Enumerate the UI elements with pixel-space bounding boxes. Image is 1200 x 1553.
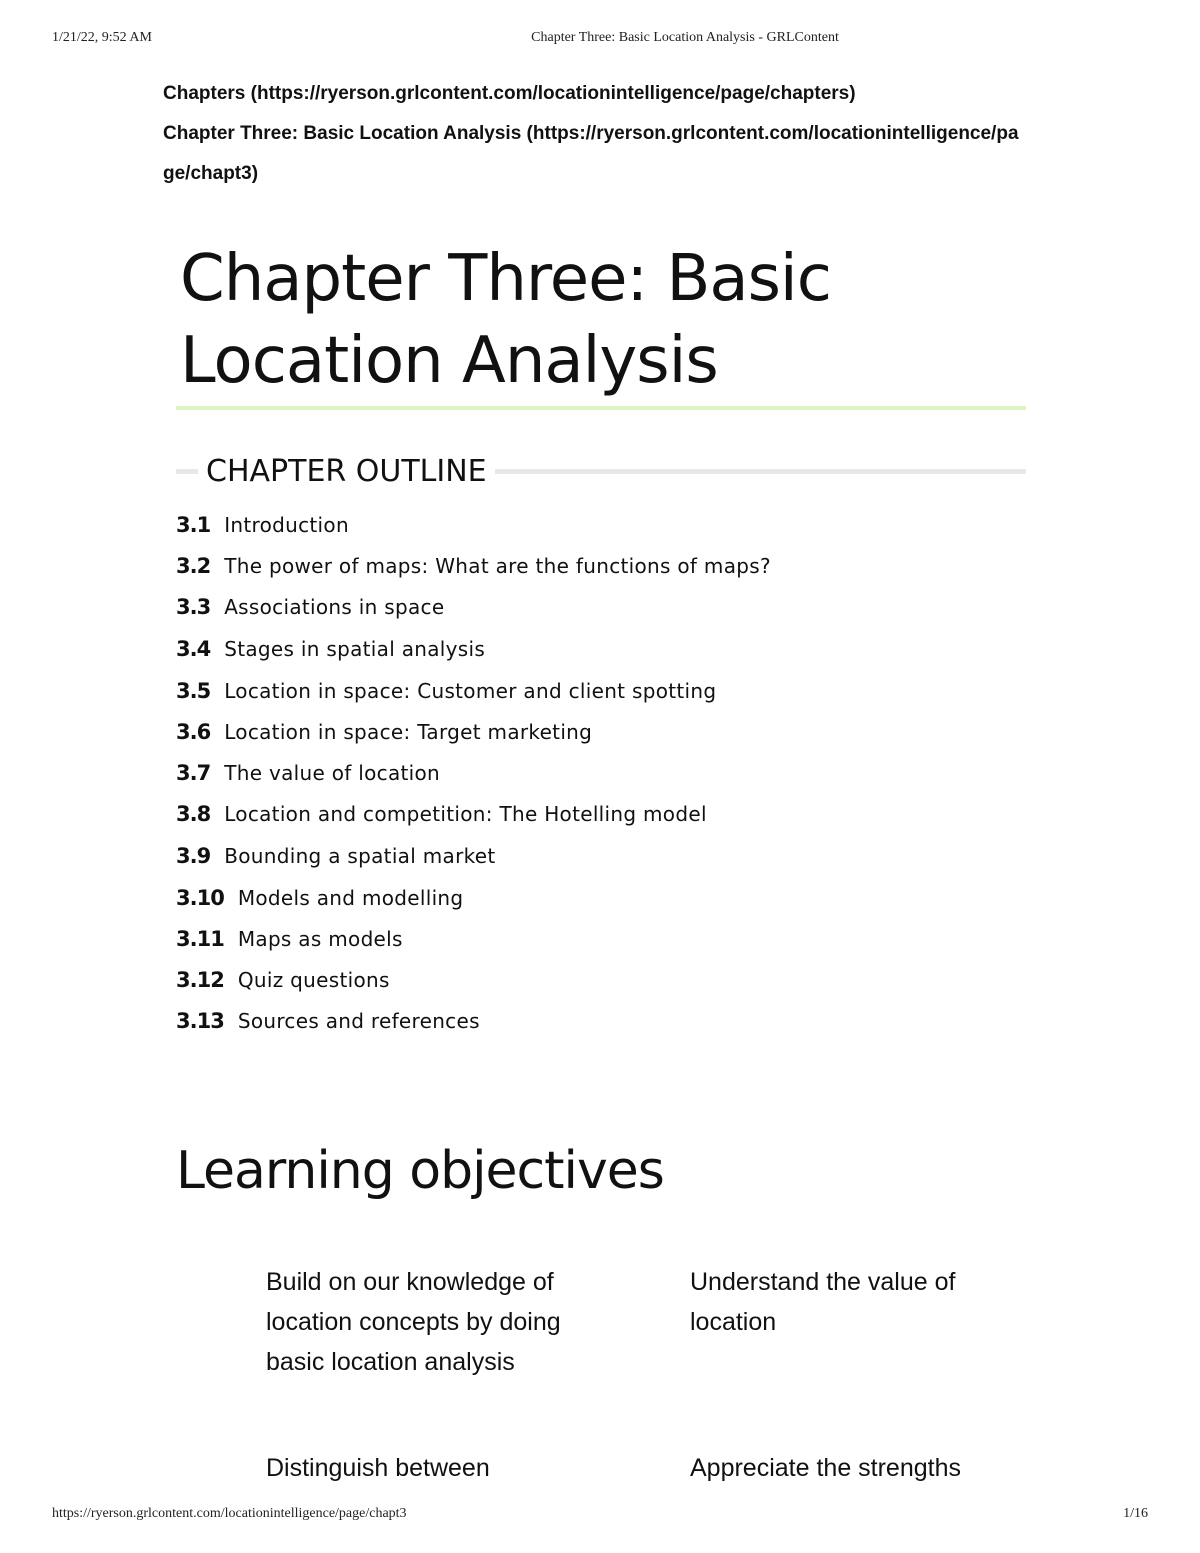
outline-item-3-11[interactable] [176, 918, 771, 959]
outline-label: Introduction [224, 512, 349, 537]
outline-number: 3.13 [176, 1008, 224, 1033]
outline-item-3-2[interactable] [176, 545, 771, 586]
outline-number: 3.8 [176, 801, 211, 826]
print-url: https://ryerson.grlcontent.com/locationintelligence/page/chapt3 [52, 1506, 407, 1521]
print-footer [0, 1506, 1200, 1526]
outline-item-3-7[interactable] [176, 752, 771, 793]
breadcrumb [163, 74, 1083, 194]
page-title: Chapter Three: Basic Location Analysis [180, 242, 831, 398]
print-datetime: 1/21/22, 9:52 AM [52, 30, 152, 45]
outline-number: 3.6 [176, 719, 211, 744]
outline-number: 3.3 [176, 594, 211, 619]
outline-item-3-3[interactable] [176, 586, 771, 627]
outline-item-3-12[interactable] [176, 959, 771, 1000]
outline-item-3-9[interactable] [176, 834, 771, 877]
outline-number: 3.12 [176, 967, 224, 992]
breadcrumb-chapters-link[interactable]: Chapters (https://ryerson.grlcontent.com/locationintelligence/page/chapters) [163, 83, 856, 104]
outline-number: 3.1 [176, 512, 211, 537]
outline-label: Sources and references [237, 1008, 480, 1033]
outline-number: 3.10 [176, 885, 224, 910]
outline-item-3-13[interactable] [176, 1000, 771, 1041]
outline-number: 3.7 [176, 760, 211, 785]
outline-label: Location in space: Customer and client spotting [224, 678, 717, 703]
outline-item-3-10[interactable] [176, 877, 771, 918]
outline-label: The value of location [224, 760, 441, 785]
outline-label: Associations in space [224, 594, 445, 619]
outline-label: The power of maps: What are the functions of maps? [224, 553, 771, 578]
outline-item-3-1[interactable] [176, 504, 771, 545]
outline-label: Quiz questions [237, 967, 390, 992]
outline-label: Location in space: Target marketing [224, 719, 593, 744]
learning-objective: Appreciate the strengths [690, 1454, 961, 1482]
title-divider [176, 406, 1026, 410]
outline-number: 3.4 [176, 636, 211, 661]
outline-item-3-5[interactable] [176, 670, 771, 711]
outline-label: Models and modelling [237, 885, 464, 910]
learning-objective: Build on our knowledge of location concepts by doing basic location analysis [266, 1268, 561, 1376]
learning-objectives-heading: Learning objectives [176, 1141, 664, 1201]
outline-heading: CHAPTER OUTLINE [198, 452, 495, 492]
learning-objective: Distinguish between [266, 1454, 490, 1482]
outline-label: Location and competition: The Hotelling model [224, 801, 707, 826]
outline-number: 3.5 [176, 678, 211, 703]
print-header [0, 30, 1200, 50]
outline-label: Maps as models [237, 926, 403, 951]
outline-number: 3.2 [176, 553, 211, 578]
chapter-outline-list [176, 504, 771, 1041]
breadcrumb-chapter-three-link[interactable]: Chapter Three: Basic Location Analysis (https://ryerson.grlcontent.com/locationintelligence/pa ge/chapt3) [163, 123, 1019, 184]
outline-item-3-8[interactable] [176, 793, 771, 834]
outline-label: Bounding a spatial market [224, 843, 496, 868]
print-page-title: Chapter Three: Basic Location Analysis - GRLContent [531, 30, 839, 45]
outline-number: 3.9 [176, 843, 211, 868]
learning-objective: Understand the value of location [690, 1268, 956, 1336]
outline-item-3-4[interactable] [176, 627, 771, 670]
outline-item-3-6[interactable] [176, 711, 771, 752]
outline-label: Stages in spatial analysis [224, 636, 486, 661]
outline-number: 3.11 [176, 926, 224, 951]
print-page-number: 1/16 [1123, 1506, 1148, 1521]
